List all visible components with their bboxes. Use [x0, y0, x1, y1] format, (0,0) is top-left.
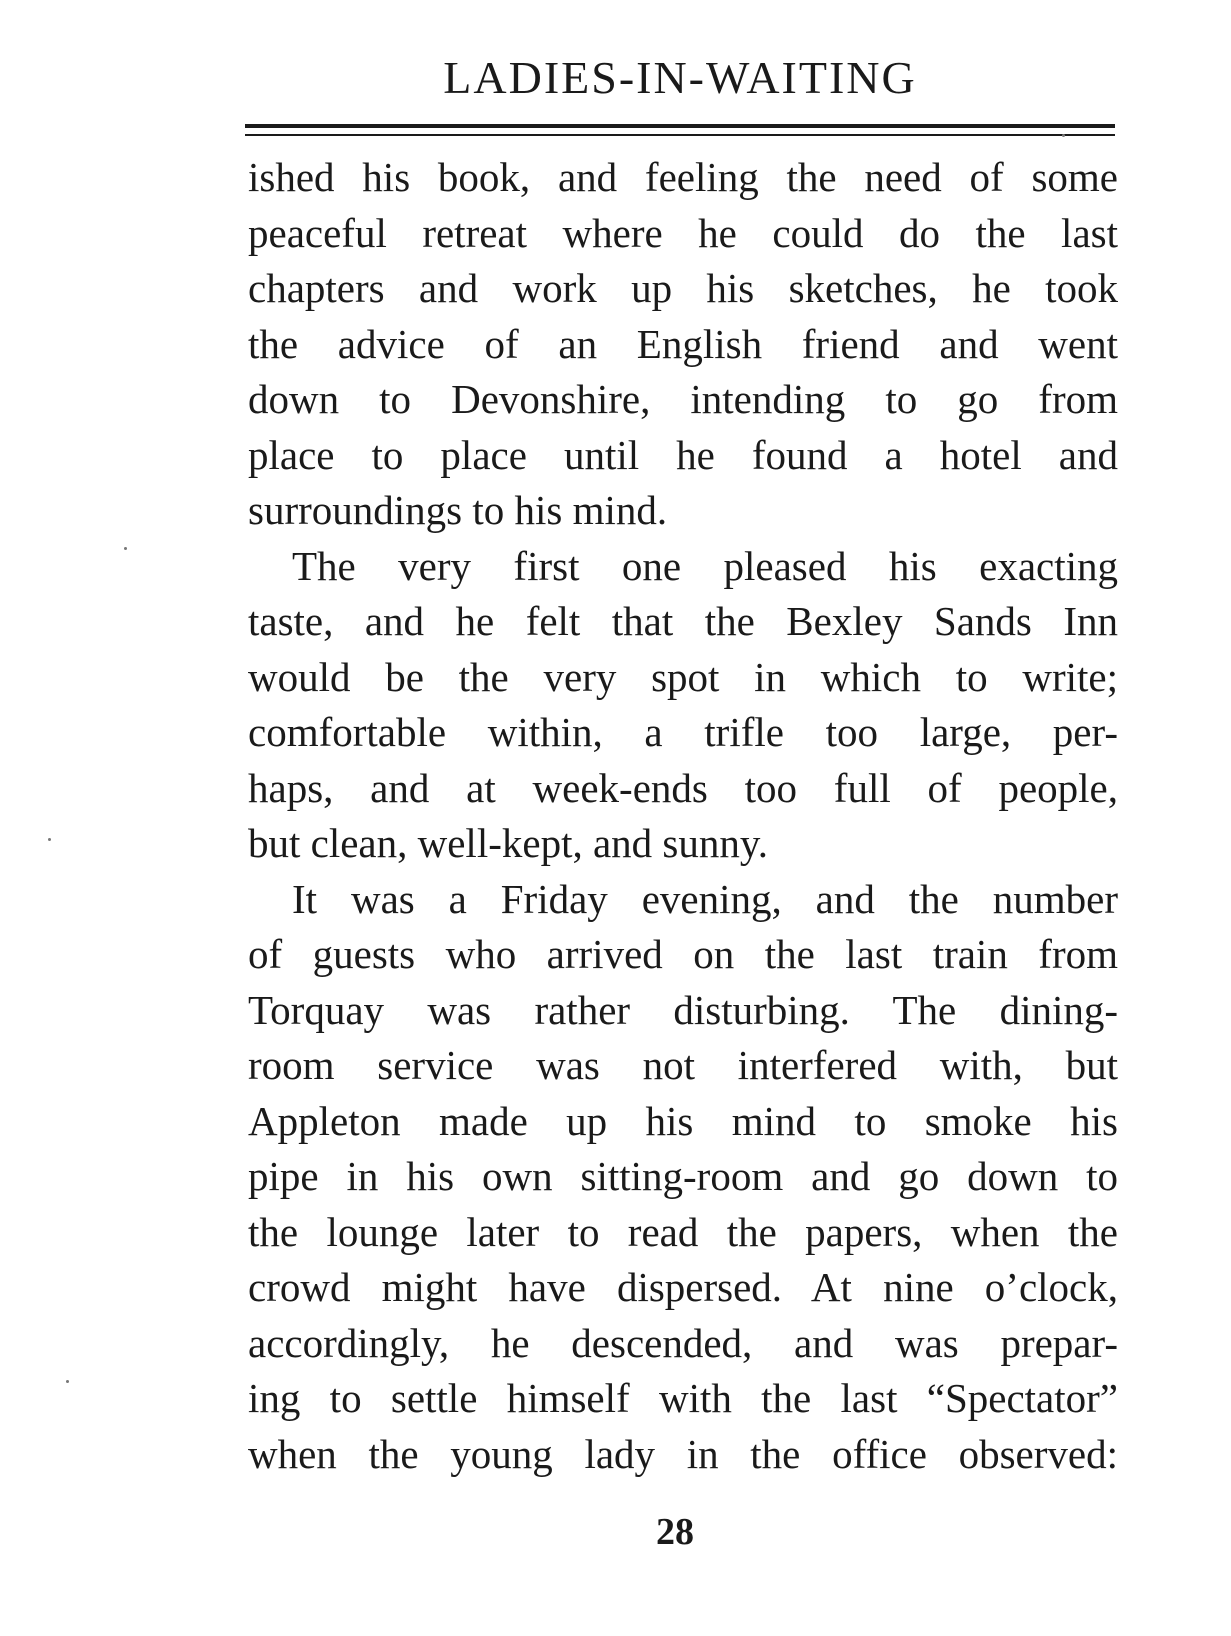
text-line: taste, and he felt that the Bexley Sands Inn [248, 598, 1118, 644]
paragraph-end-line: but clean, well-kept, and sunny. [248, 820, 768, 866]
scan-speck [124, 547, 127, 550]
text-line: pipe in his own sitting-room and go down to [248, 1153, 1118, 1199]
text-line: crowd might have dispersed. At nine o’clock, [248, 1264, 1118, 1310]
text-line: haps, and at week-ends too full of people, [248, 764, 1118, 811]
running-head-title: LADIES-IN-WAITING [443, 52, 917, 103]
text-line: would be the very spot in which to write; [248, 653, 1118, 700]
body-text [248, 150, 1118, 1482]
scan-speck [1062, 134, 1065, 137]
paragraph-end-line: surroundings to his mind. [248, 487, 668, 533]
text-line: of guests who arrived on the last train from [248, 931, 1118, 977]
text-line: when the young lady in the office observed: [248, 1430, 1118, 1477]
text-line: the lounge later to read the papers, when the [248, 1208, 1118, 1255]
text-line: peaceful retreat where he could do the last [248, 209, 1118, 256]
text-line: ished his book, and feeling the need of some [248, 154, 1118, 200]
text-line: down to Devonshire, intending to go from [248, 376, 1118, 422]
text-line: Torquay was rather disturbing. The dining- [248, 986, 1118, 1033]
scan-speck [48, 838, 51, 841]
text-line: comfortable within, a trifle too large, per- [248, 709, 1118, 755]
page-number: 28 [656, 1511, 694, 1553]
text-line: accordingly, he descended, and was prepar- [248, 1319, 1118, 1366]
text-line: the advice of an English friend and went [248, 320, 1118, 367]
header-rule-thin [245, 134, 1115, 136]
text-line: room service was not interfered with, but [248, 1042, 1118, 1088]
text-line: place to place until he found a hotel and [248, 431, 1118, 478]
paragraph-start-line: It was a Friday evening, and the number [292, 875, 1118, 922]
paragraph-start-line: The very first one pleased his exacting [292, 542, 1118, 589]
text-line: ing to settle himself with the last “Spectator” [248, 1375, 1118, 1421]
header-rule-thick [245, 124, 1115, 128]
text-line: chapters and work up his sketches, he took [248, 265, 1118, 311]
text-line: Appleton made up his mind to smoke his [248, 1097, 1118, 1144]
scan-speck [66, 1380, 69, 1383]
